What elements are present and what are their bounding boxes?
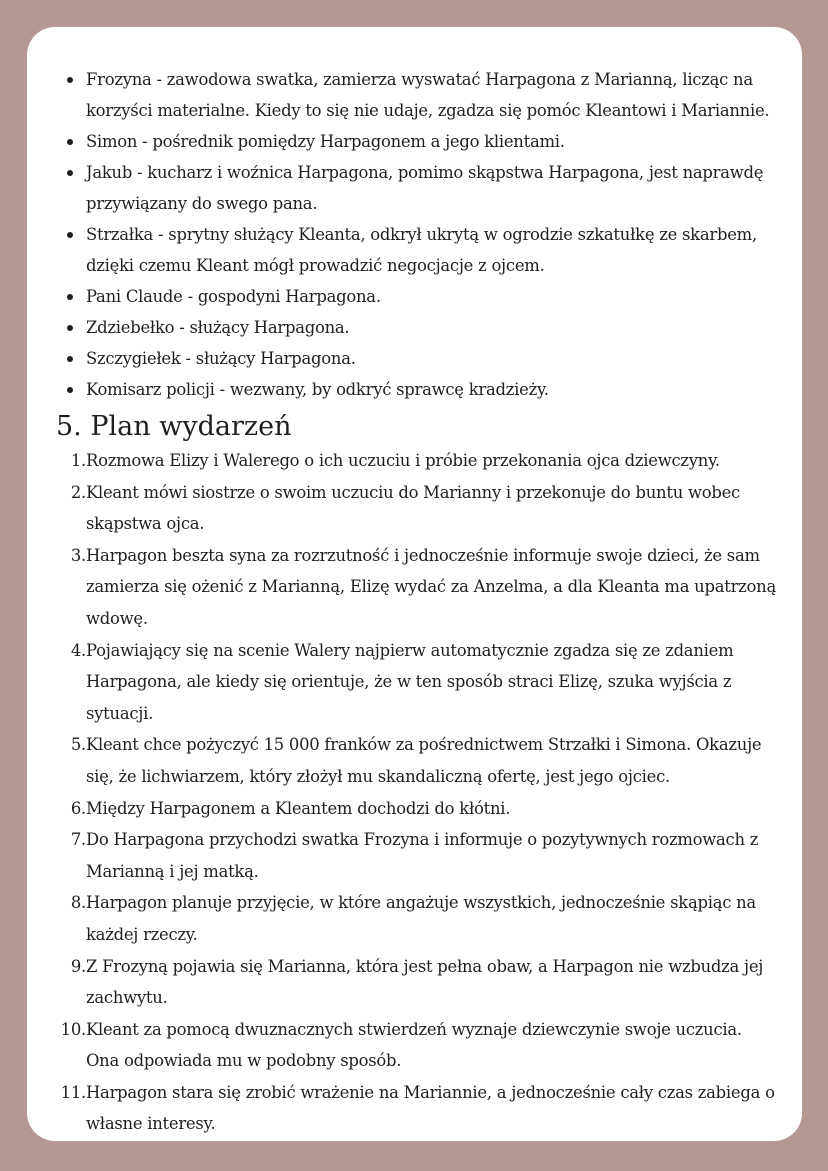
item-number: 10. xyxy=(60,1019,86,1039)
item-text: Kleant za pomocą dwuznacznych stwierdzeń wyznaje dziewczynie swoje uczucia. Ona odpowiada mu w podobny sposób. xyxy=(86,1019,742,1071)
item-text: Do Harpagona przychodzi swatka Frozyna i informuje o pozytywnych rozmowach z Marianną i jej matką. xyxy=(86,830,759,881)
item-number: 5. xyxy=(70,735,86,755)
item-text: Pojawiający się na scenie Walery najpierw automatycznie zgadza się ze zdaniem Harpagona, ale kiedy się orientuje, że w ten sposób straci Elizę, szuka wyjścia z sytuacji. xyxy=(86,640,734,723)
list-item xyxy=(61,951,778,1014)
list-item xyxy=(61,635,778,730)
list-item: Strzałka - sprytny służący Kleanta, odkrył ukrytą w ogrodzie szkatułkę ze skarbem, dzięki czemu Kleant mógł prowadzić negocjacje z ojcem. xyxy=(61,219,778,281)
list-item xyxy=(61,1077,778,1140)
section-heading: 5. Plan wydarzeń xyxy=(56,411,292,442)
item-text: Harpagon planuje przyjęcie, w które angażuje wszystkich, jednocześnie skąpiąc na każdej rzeczy. xyxy=(86,893,756,944)
item-number: 9. xyxy=(70,956,86,976)
item-number: 4. xyxy=(70,640,86,660)
list-item xyxy=(61,824,778,887)
item-text: Między Harpagonem a Kleantem dochodzi do kłótni. xyxy=(86,798,511,818)
list-item xyxy=(61,445,778,477)
list-item xyxy=(61,793,778,825)
list-item: Simon - pośrednik pomiędzy Harpagonem a jego klientami. xyxy=(61,126,778,157)
item-text: Harpagon stara się zrobić wrażenie na Mariannie, a jednocześnie cały czas zabiega o własne interesy. xyxy=(86,1082,775,1134)
list-item xyxy=(61,477,778,540)
list-item xyxy=(61,729,778,792)
list-item xyxy=(61,887,778,950)
item-number: 7. xyxy=(70,830,86,850)
list-item: Pani Claude - gospodyni Harpagona. xyxy=(61,281,778,312)
item-text: Kleant mówi siostrze o swoim uczuciu do Marianny i przekonuje do buntu wobec skąpstwa ojca. xyxy=(86,482,740,534)
item-text: Harpagon beszta syna za rozrzutność i jednocześnie informuje swoje dzieci, że sam zamierza się ożenić z Marianną, Elizę wydać za Anzelma, a dla Kleanta ma upatrzoną wdowę. xyxy=(86,545,776,628)
item-number: 11. xyxy=(60,1082,86,1102)
list-item: Zdziebełko - służący Harpagona. xyxy=(61,312,778,343)
item-number: 1. xyxy=(70,451,86,470)
item-number: 3. xyxy=(70,545,86,565)
list-item xyxy=(61,540,778,635)
item-number: 2. xyxy=(70,482,86,502)
item-text: Z Frozyną pojawia się Marianna, która jest pełna obaw, a Harpagon nie wzbudza jej zachwytu. xyxy=(86,956,764,1008)
list-item xyxy=(61,1014,778,1077)
character-list xyxy=(61,64,778,405)
document-page xyxy=(27,27,802,1141)
item-text: Kleant chce pożyczyć 15 000 franków za pośrednictwem Strzałki i Simona. Okazuje się, że lichwiarzem, który złożył mu skandaliczną ofertę, jest jego ojciec. xyxy=(86,735,762,786)
item-number: 8. xyxy=(70,893,86,913)
list-item: Jakub - kucharz i woźnica Harpagona, pomimo skąpstwa Harpagona, jest naprawdę przywiązany do swego pana. xyxy=(61,157,778,219)
list-item: Komisarz policji - wezwany, by odkryć sprawcę kradzieży. xyxy=(61,374,778,405)
item-text: Rozmowa Elizy i Walerego o ich uczuciu i próbie przekonania ojca dziewczyny. xyxy=(86,451,720,470)
events-list xyxy=(61,445,778,1140)
item-number: 6. xyxy=(70,798,86,818)
list-item: Szczygiełek - służący Harpagona. xyxy=(61,343,778,374)
list-item: Frozyna - zawodowa swatka, zamierza wyswatać Harpagona z Marianną, licząc na korzyści materialne. Kiedy to się nie udaje, zgadza się pomóc Kleantowi i Mariannie. xyxy=(61,64,778,126)
